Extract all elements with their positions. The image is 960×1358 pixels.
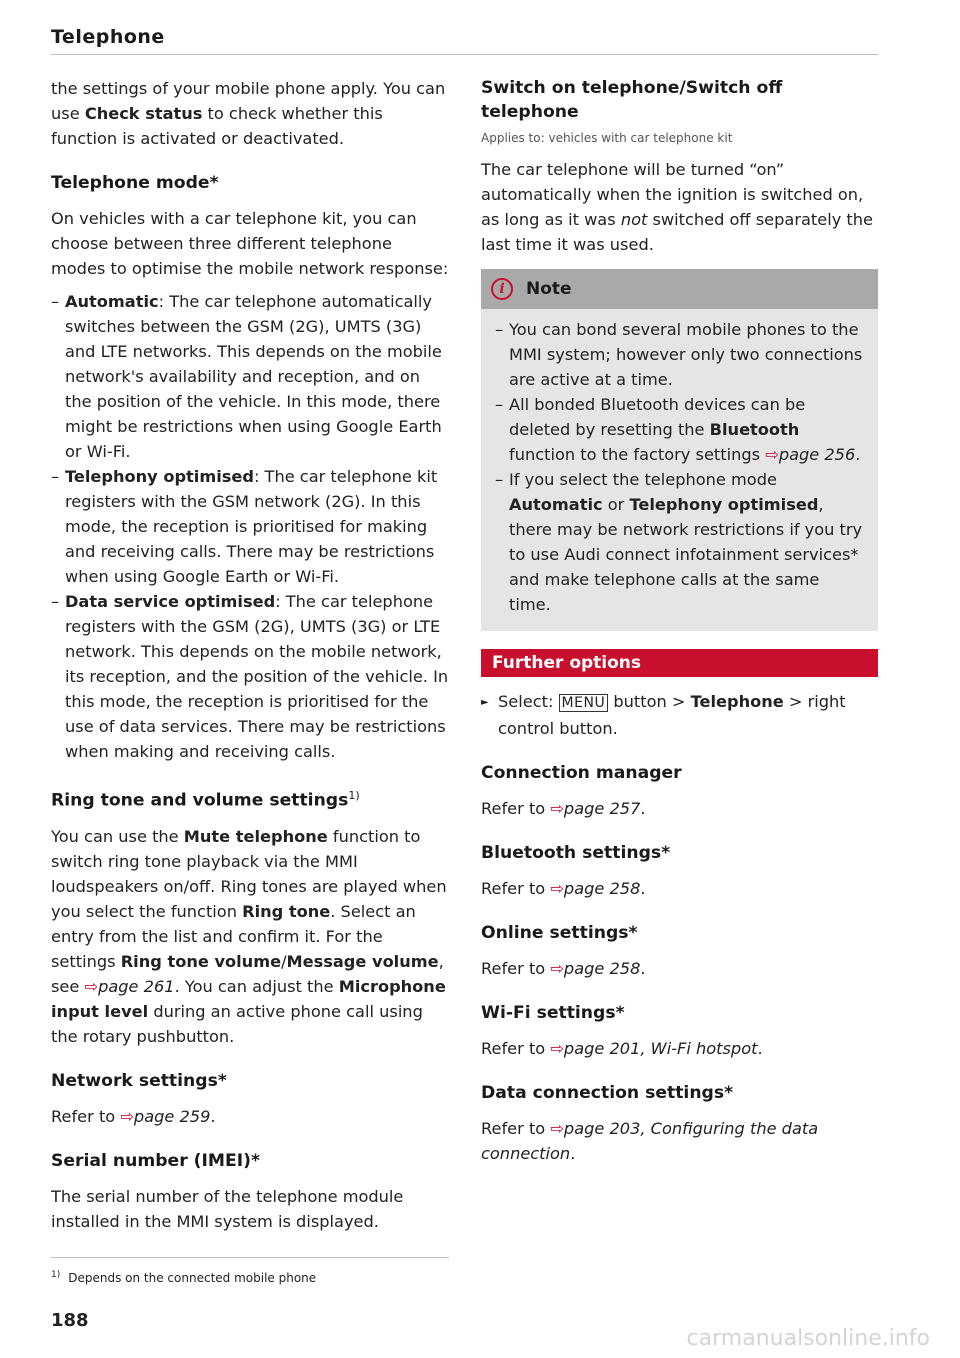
note-title: Note: [526, 278, 572, 299]
reference-arrow-icon: ⇨: [550, 1039, 564, 1058]
list-item: – Data service optimised: The car telephone registers with the GSM (2G), UMTS (3G) or LTE network. This depends on the mobile network, its reception, and the position of the vehicle. In this mode, the reception is prioritised for the use of data services. There may be restrictions when making and receiving calls.: [51, 589, 449, 764]
reference-arrow-icon: ⇨: [765, 445, 779, 464]
intro-paragraph: the settings of your mobile phone apply. You can use Check status to check whether this function is activated or deactivated.: [51, 79, 446, 148]
right-column: [481, 76, 878, 1174]
reference-arrow-icon: ⇨: [550, 879, 564, 898]
applies-to-note: Applies to: vehicles with car telephone kit: [481, 131, 733, 145]
reference-arrow-icon: ⇨: [120, 1106, 134, 1126]
serial-number-text: The serial number of the telephone module installed in the MMI system is displayed.: [51, 1186, 404, 1231]
select-step: ► Select: MENU button > Telephone > right control button.: [481, 689, 878, 741]
page-link[interactable]: page 257: [563, 799, 641, 818]
telephone-mode-text: On vehicles with a car telephone kit, you can choose between three different telephone modes to optimise the mobile network response:: [51, 209, 449, 278]
note-header: [481, 269, 878, 309]
note-list: [481, 309, 878, 617]
list-item: – Telephony optimised: The car telephone kit registers with the GSM network (2G). In this mode, the reception is prioritised for making and receiving calls. There may be restrictions when using Google Earth or Wi-Fi.: [51, 464, 449, 589]
wifi-settings-heading: Wi-Fi settings*: [481, 1003, 625, 1023]
page-link[interactable]: page 256: [778, 445, 856, 464]
page-link[interactable]: page 258: [563, 879, 641, 898]
page-header-title: Telephone: [51, 26, 165, 48]
telephone-mode-list: [51, 289, 449, 764]
connection-manager-heading: Connection manager: [481, 763, 682, 783]
reference-arrow-icon: ⇨: [550, 799, 564, 818]
data-connection-settings-heading: Data connection settings*: [481, 1083, 734, 1103]
header-divider: [51, 54, 878, 55]
menu-key: MENU: [559, 694, 609, 712]
ring-tone-heading: Ring tone and volume settings$^{1)}$: [51, 789, 360, 811]
list-item: – Automatic: The car telephone automatically switches between the GSM (2G), UMTS (3G) and LTE networks. This depends on the mobile network's availability and reception, and on the position of the vehicle. In this mode, there might be restrictions when using Google Earth or Wi-Fi.: [51, 289, 449, 464]
switch-telephone-heading: Switch on telephone/Switch off telephone: [481, 78, 783, 122]
page-link[interactable]: page 203, Configuring the data connection: [481, 1119, 819, 1163]
list-item: – If you select the telephone mode Automatic or Telephony optimised, there may be network restrictions if you try to use Audi connect infotainment services* and make telephone calls at the same time.: [495, 467, 864, 617]
connection-manager-ref: Refer to ⇨page 257.: [481, 799, 646, 818]
data-connection-settings-ref: Refer to ⇨page 203, Configuring the data connection.: [481, 1119, 819, 1163]
page-link[interactable]: page 259: [133, 1106, 211, 1126]
info-icon: i: [491, 278, 513, 300]
further-options-bar: Further options: [481, 649, 878, 677]
reference-arrow-icon: ⇨: [84, 976, 99, 996]
network-settings-heading: Network settings*: [51, 1070, 227, 1091]
bluetooth-settings-ref: Refer to ⇨page 258.: [481, 879, 646, 898]
footnote-divider: [51, 1257, 449, 1258]
serial-number-heading: Serial number (IMEI)*: [51, 1150, 261, 1171]
network-settings-ref: Refer to ⇨page 259.: [51, 1106, 216, 1126]
page-link[interactable]: page 261: [98, 976, 175, 996]
page-link[interactable]: page 201, Wi-Fi hotspot: [563, 1039, 758, 1058]
note-box: [481, 269, 878, 631]
ring-tone-text: You can use the Mute telephone function to switch ring tone playback via the MMI loudspeakers on/off. Ring tones are played when you select the function Ring tone. Select an entry from the list and confirm it. For the settings Ring tone volume/Message volume, see ⇨page 261. You can adjust the Microphone input level during an active phone call using the rotary pushbutton.: [51, 826, 447, 1046]
list-item: – All bonded Bluetooth devices can be deleted by resetting the Bluetooth function to the factory settings ⇨page 256.: [495, 392, 864, 467]
wifi-settings-ref: Refer to ⇨page 201, Wi-Fi hotspot.: [481, 1039, 763, 1058]
bluetooth-settings-heading: Bluetooth settings*: [481, 843, 671, 863]
footnote: $^{1)}$ Depends on the connected mobile phone: [51, 1270, 317, 1285]
left-column: [51, 76, 449, 1242]
watermark: carmanualsonline.info: [686, 1326, 930, 1351]
online-settings-ref: Refer to ⇨page 258.: [481, 959, 646, 978]
reference-arrow-icon: ⇨: [550, 1119, 564, 1138]
reference-arrow-icon: ⇨: [550, 959, 564, 978]
online-settings-heading: Online settings*: [481, 923, 638, 943]
list-item: – You can bond several mobile phones to the MMI system; however only two connections are active at a time.: [495, 317, 864, 392]
page-link[interactable]: page 258: [563, 959, 641, 978]
telephone-mode-heading: Telephone mode*: [51, 173, 219, 193]
footnote-mark: 1): [348, 789, 360, 802]
page-number: 188: [51, 1310, 89, 1331]
switch-telephone-text: The car telephone will be turned “on” automatically when the ignition is switched on, as long as it was not switched off separately the last time it was used.: [481, 160, 873, 254]
